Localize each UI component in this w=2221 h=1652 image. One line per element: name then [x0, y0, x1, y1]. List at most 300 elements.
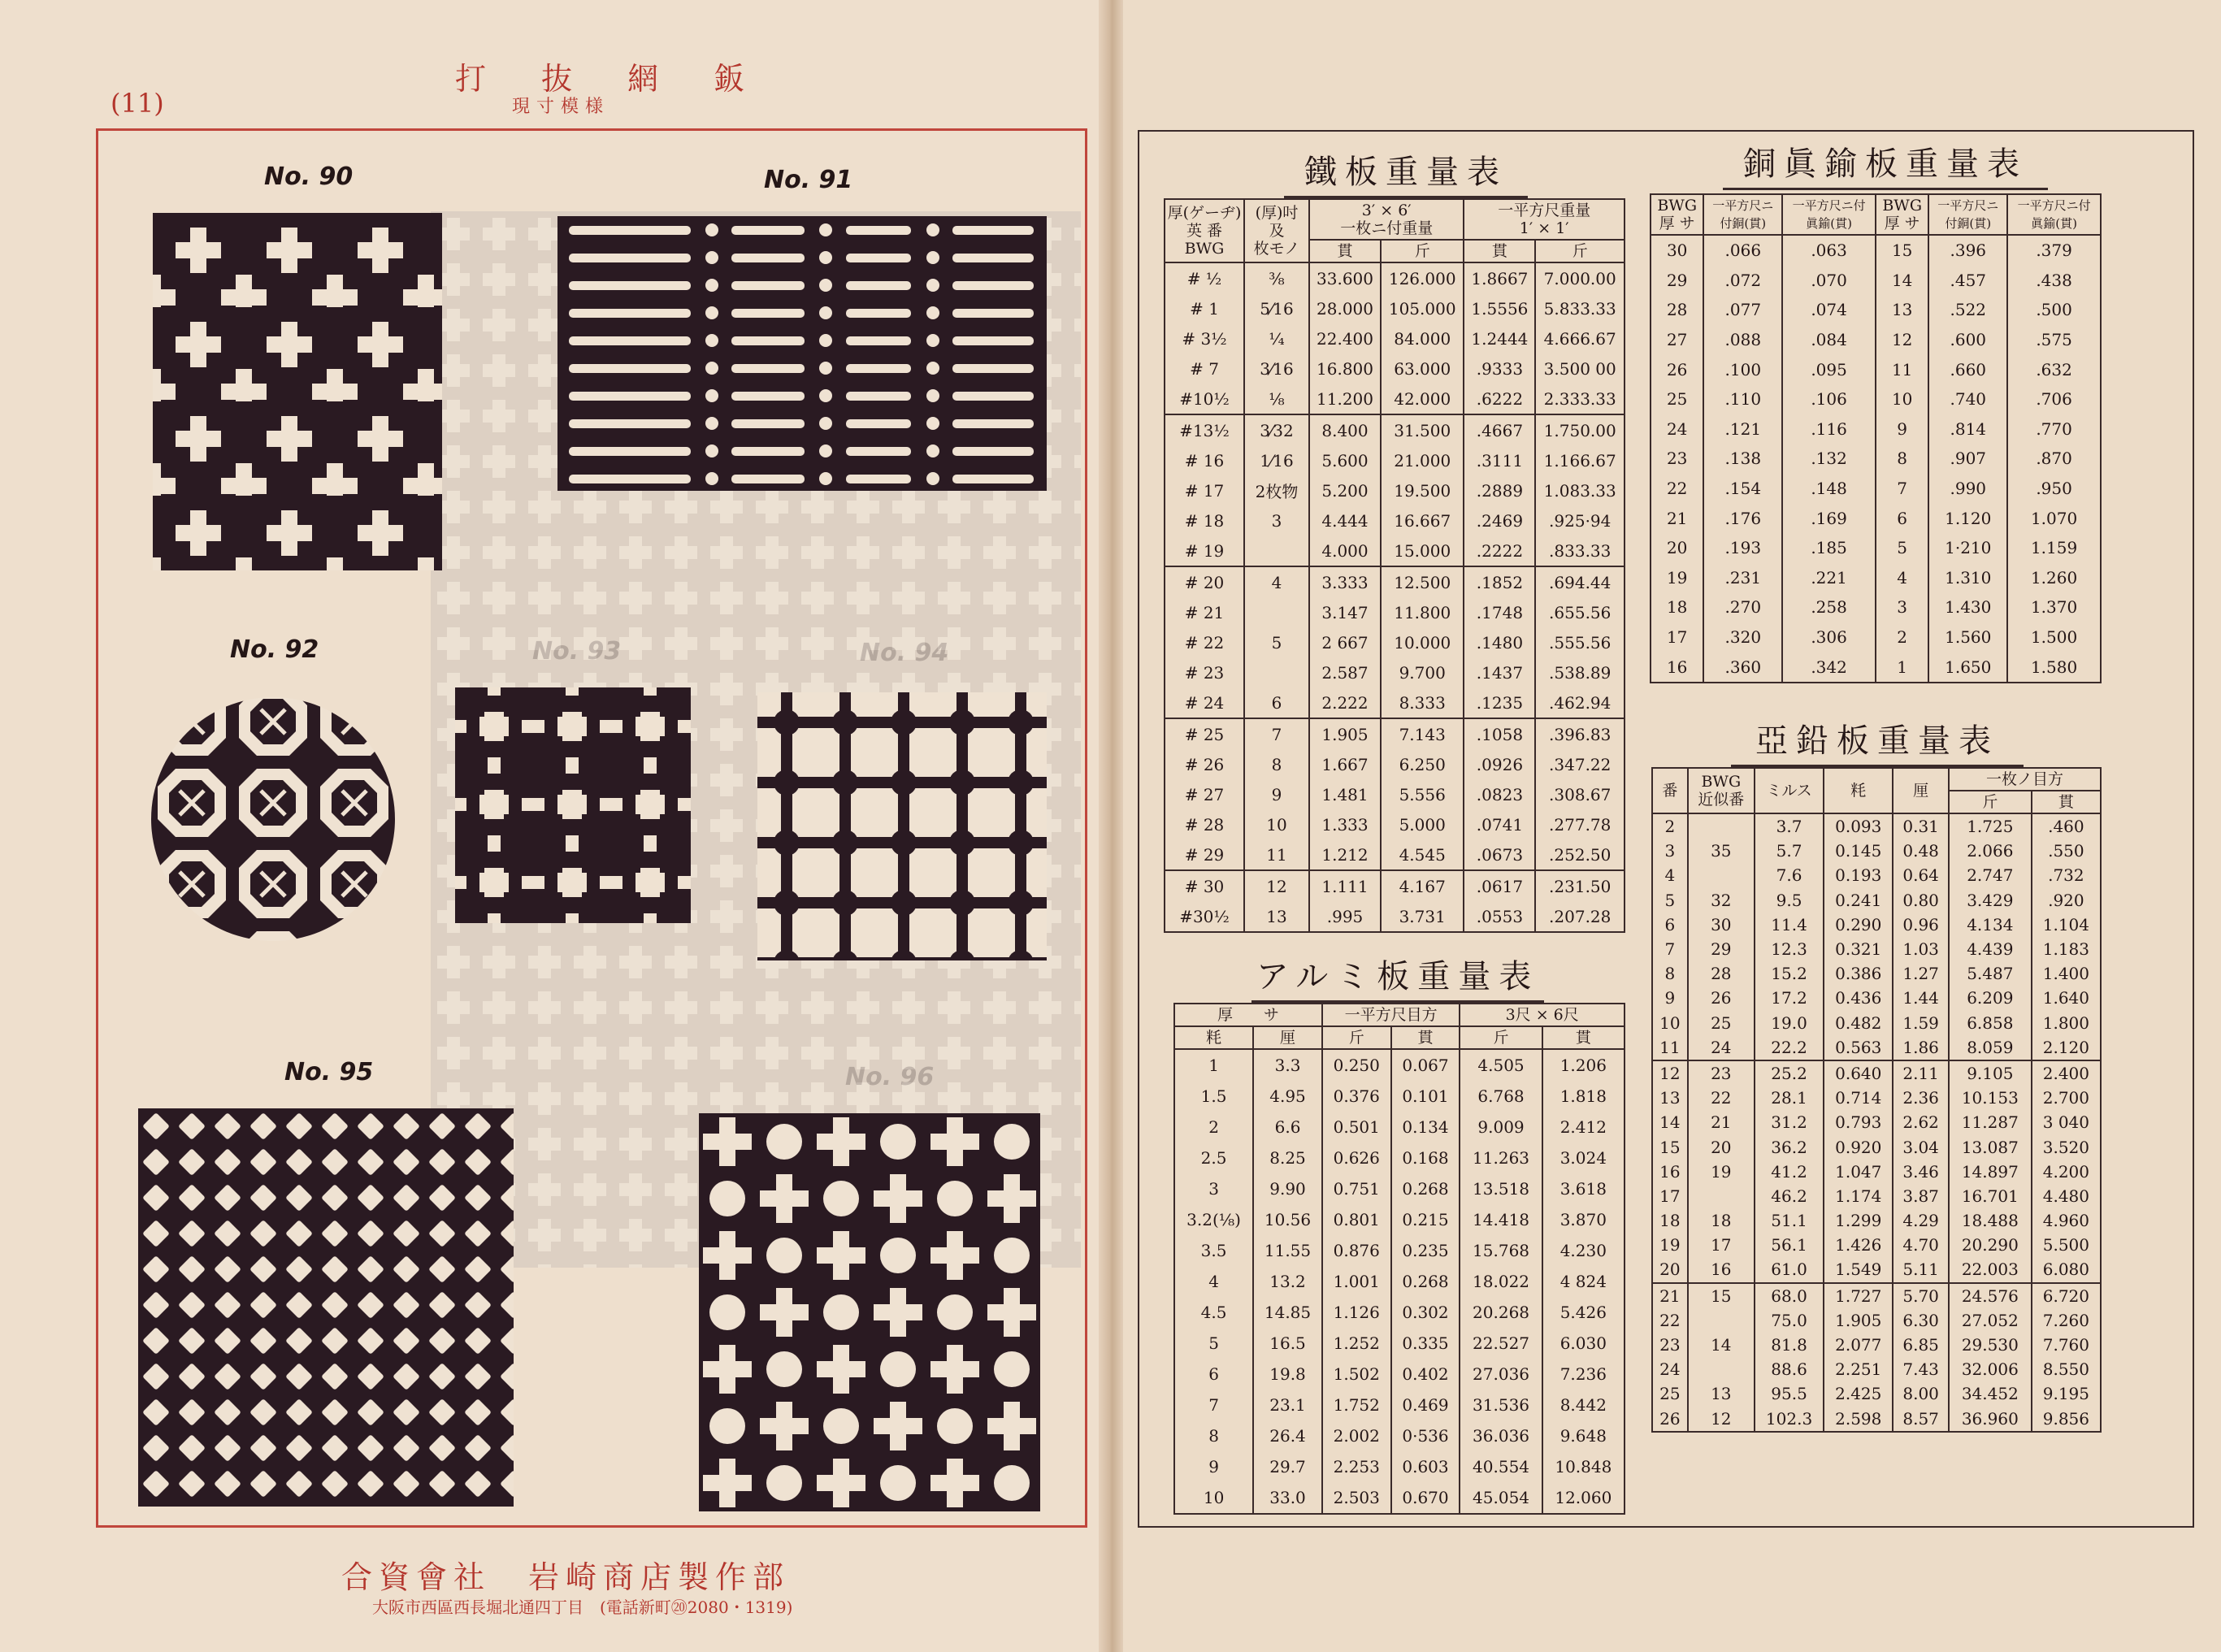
zinc-table-cell: 7.760: [2032, 1333, 2101, 1357]
alu-col-ri: 厘: [1253, 1026, 1322, 1049]
iron-table-cell: 19.500: [1381, 475, 1464, 505]
zinc-table-cell: 27.052: [1949, 1308, 2032, 1333]
iron-table-cell: #10½: [1165, 384, 1244, 414]
zinc-col-bwg: BWG 近似番: [1688, 768, 1755, 813]
iron-table-row: [1165, 870, 1625, 901]
page-subtitle: 現寸模様: [512, 97, 610, 117]
zinc-table-row: [1652, 1060, 2101, 1086]
aluminium-table-row: [1174, 1328, 1625, 1359]
copper-table-cell: 13: [1876, 295, 1928, 325]
aluminium-table-cell: 4: [1174, 1266, 1253, 1297]
iron-table-cell: 1.212: [1309, 839, 1381, 870]
iron-table-cell: #13½: [1165, 414, 1244, 445]
zinc-table-cell: 13: [1652, 1086, 1688, 1110]
aluminium-table-cell: 1: [1174, 1049, 1253, 1081]
copper-table-cell: .221: [1782, 563, 1876, 593]
zinc-table-row: [1652, 1233, 2101, 1257]
pattern-label-90: No. 90: [264, 163, 354, 191]
copper-table-cell: 4: [1876, 563, 1928, 593]
zinc-table-cell: 8.00: [1893, 1381, 1949, 1406]
aluminium-table-cell: 4.230: [1542, 1235, 1625, 1266]
iron-table-cell: 5.600: [1309, 445, 1381, 475]
alu-col-sheet: 3尺 × 6尺: [1460, 1004, 1625, 1026]
zinc-table-cell: 1.299: [1824, 1208, 1893, 1233]
zinc-table-cell: 2: [1652, 813, 1688, 839]
zinc-table-cell: 1.174: [1824, 1184, 1893, 1208]
copper-table-cell: 1.430: [1928, 592, 2007, 622]
iron-table-cell: 4.167: [1381, 870, 1464, 901]
zinc-table-cell: 13: [1688, 1381, 1755, 1406]
zinc-table-cell: 0.290: [1824, 913, 1893, 937]
footer-address: 大阪市西區西長堀北通四丁目 (電話新町⑳2080・1319): [372, 1598, 793, 1617]
zinc-weight-table: [1651, 767, 2102, 1433]
zinc-table-cell: 36.960: [1949, 1407, 2032, 1432]
zinc-table-cell: 7.43: [1893, 1357, 1949, 1381]
zinc-table-cell: 16: [1688, 1257, 1755, 1282]
zinc-table-cell: 8.059: [1949, 1035, 2032, 1060]
iron-table-cell: .538.89: [1535, 657, 1625, 687]
iron-table-cell: 9.700: [1381, 657, 1464, 687]
iron-table-cell: # ½: [1165, 262, 1244, 293]
zinc-table-cell: 19.0: [1755, 1011, 1824, 1035]
iron-table-row: [1165, 353, 1625, 384]
iron-col-kan2: 貫: [1464, 240, 1535, 262]
copper-table-cell: 28: [1651, 295, 1703, 325]
zinc-table-cell: 0.64: [1893, 863, 1949, 887]
copper-col-0: BWG 厚 サ: [1651, 194, 1703, 235]
zinc-col-ri: 厘: [1893, 768, 1949, 813]
aluminium-table-cell: 6.6: [1253, 1112, 1322, 1143]
copper-table-cell: 1·210: [1928, 533, 2007, 563]
iron-table-cell: # 28: [1165, 809, 1244, 839]
copper-table-cell: .084: [1782, 325, 1876, 355]
zinc-table-cell: 3 040: [2032, 1110, 2101, 1134]
copper-table-cell: .600: [1928, 325, 2007, 355]
copper-table-cell: 1.370: [2007, 592, 2101, 622]
aluminium-table-cell: 0.670: [1391, 1482, 1460, 1514]
zinc-col-kin: 斤: [1949, 791, 2032, 813]
iron-table-cell: 21.000: [1381, 445, 1464, 475]
iron-table-cell: 1.111: [1309, 870, 1381, 901]
zinc-table-cell: 21: [1688, 1110, 1755, 1134]
iron-table-cell: 11.200: [1309, 384, 1381, 414]
copper-table-cell: .066: [1703, 235, 1782, 266]
aluminium-table-cell: 18.022: [1460, 1266, 1542, 1297]
aluminium-table-cell: 2.412: [1542, 1112, 1625, 1143]
iron-table-cell: 16.667: [1381, 505, 1464, 535]
iron-table-row: [1165, 687, 1625, 718]
zinc-table-cell: 7.260: [2032, 1308, 2101, 1333]
aluminium-table-cell: 0.402: [1391, 1359, 1460, 1390]
iron-table-cell: .0741: [1464, 809, 1535, 839]
zinc-table-cell: 3.04: [1893, 1134, 1949, 1159]
aluminium-table-cell: 1.502: [1322, 1359, 1391, 1390]
zinc-table-cell: 16: [1652, 1160, 1688, 1184]
iron-table-cell: 7: [1244, 718, 1309, 749]
zinc-table-cell: 0.48: [1893, 839, 1949, 863]
copper-table-cell: 17: [1651, 622, 1703, 653]
copper-table-cell: 26: [1651, 354, 1703, 384]
iron-table-row: [1165, 657, 1625, 687]
iron-table-cell: ⅜: [1244, 262, 1309, 293]
zinc-table-cell: 5.487: [1949, 961, 2032, 986]
copper-table-cell: 1.159: [2007, 533, 2101, 563]
iron-table-cell: .0673: [1464, 839, 1535, 870]
aluminium-weight-table: [1173, 1003, 1625, 1515]
zinc-table-cell: 15: [1688, 1283, 1755, 1308]
aluminium-table-cell: 0.626: [1322, 1143, 1391, 1173]
zinc-table-cell: 6.720: [2032, 1283, 2101, 1308]
aluminium-table-cell: 4.5: [1174, 1297, 1253, 1328]
zinc-table-cell: 12.3: [1755, 937, 1824, 961]
pattern-label-92: No. 92: [230, 635, 319, 664]
iron-table-cell: 4.444: [1309, 505, 1381, 535]
iron-table-cell: 1.905: [1309, 718, 1381, 749]
zinc-table-cell: 29.530: [1949, 1333, 2032, 1357]
zinc-table-cell: 0.714: [1824, 1086, 1893, 1110]
iron-table-cell: 1.5556: [1464, 293, 1535, 323]
aluminium-table-cell: 6.768: [1460, 1081, 1542, 1112]
iron-table-cell: .995: [1309, 901, 1381, 932]
copper-table-row: [1651, 563, 2101, 593]
copper-table-cell: .100: [1703, 354, 1782, 384]
iron-table-cell: .252.50: [1535, 839, 1625, 870]
zinc-table-cell: 5: [1652, 888, 1688, 913]
zinc-table-row: [1652, 1035, 2101, 1060]
aluminium-table-cell: 11.55: [1253, 1235, 1322, 1266]
zinc-table-cell: 1.727: [1824, 1283, 1893, 1308]
zinc-table-cell: 30: [1688, 913, 1755, 937]
iron-col-thick: (厚)吋 及 枚モノ: [1244, 199, 1309, 262]
iron-table-cell: # 17: [1165, 475, 1244, 505]
copper-table-cell: .070: [1782, 266, 1876, 296]
zinc-table-cell: 18.488: [1949, 1208, 2032, 1233]
alu-col-kan2: 貫: [1542, 1026, 1625, 1049]
zinc-table-cell: 22: [1688, 1086, 1755, 1110]
zinc-table-cell: 31.2: [1755, 1110, 1824, 1134]
aluminium-table-cell: 22.527: [1460, 1328, 1542, 1359]
aluminium-table-cell: 12.060: [1542, 1482, 1625, 1514]
zinc-table-cell: .550: [2032, 839, 2101, 863]
page-title: 打 抜 網 鈑: [455, 61, 768, 97]
copper-col-2: 一平方尺ニ付 眞鍮(貫): [1782, 194, 1876, 235]
iron-table-cell: 84.000: [1381, 323, 1464, 353]
zinc-table-cell: 0.093: [1824, 813, 1893, 839]
iron-table-cell: # 27: [1165, 779, 1244, 809]
aluminium-table-cell: 0.876: [1322, 1235, 1391, 1266]
zinc-table-cell: 2.11: [1893, 1060, 1949, 1086]
zinc-table-cell: 6.209: [1949, 986, 2032, 1010]
copper-table-row: [1651, 235, 2101, 266]
zinc-table-cell: 28: [1688, 961, 1755, 986]
aluminium-table-cell: 4.505: [1460, 1049, 1542, 1081]
zinc-table-cell: 24: [1688, 1035, 1755, 1060]
zinc-table-cell: 4.134: [1949, 913, 2032, 937]
iron-table-cell: 1.481: [1309, 779, 1381, 809]
aluminium-table-cell: 3.618: [1542, 1173, 1625, 1204]
iron-table-cell: .396.83: [1535, 718, 1625, 749]
iron-table-cell: 12.500: [1381, 566, 1464, 597]
zinc-table-cell: 0.436: [1824, 986, 1893, 1010]
iron-table-cell: 63.000: [1381, 353, 1464, 384]
zinc-table-cell: 26: [1652, 1407, 1688, 1432]
zinc-table-cell: 11.287: [1949, 1110, 2032, 1134]
copper-table-cell: 9: [1876, 414, 1928, 444]
iron-table-cell: 3⁄32: [1244, 414, 1309, 445]
aluminium-title-text: アルミ板重量表: [1256, 958, 1540, 995]
copper-table-row: [1651, 474, 2101, 504]
iron-table-cell: # 7: [1165, 353, 1244, 384]
zinc-table-cell: 1.905: [1824, 1308, 1893, 1333]
iron-table-cell: .2222: [1464, 535, 1535, 566]
iron-table-cell: .833.33: [1535, 535, 1625, 566]
pattern-94-swatch: [757, 692, 1047, 960]
iron-weight-table: [1164, 198, 1625, 933]
zinc-table-row: [1652, 1333, 2101, 1357]
zinc-table-row: [1652, 1283, 2101, 1308]
pattern-label-91: No. 91: [764, 166, 853, 194]
aluminium-table-cell: 3.870: [1542, 1204, 1625, 1235]
iron-table-cell: .462.94: [1535, 687, 1625, 718]
zinc-table-cell: 10.153: [1949, 1086, 2032, 1110]
iron-table-cell: 5: [1244, 627, 1309, 657]
aluminium-table-row: [1174, 1235, 1625, 1266]
iron-table-cell: 28.000: [1309, 293, 1381, 323]
aluminium-table-row: [1174, 1482, 1625, 1514]
iron-table-cell: 6: [1244, 687, 1309, 718]
copper-table-cell: .185: [1782, 533, 1876, 563]
iron-table-cell: 9: [1244, 779, 1309, 809]
zinc-title-text: 亞鉛板重量表: [1755, 722, 1999, 760]
iron-table-cell: 10: [1244, 809, 1309, 839]
aluminium-table-cell: 5.426: [1542, 1297, 1625, 1328]
aluminium-table-cell: 0.335: [1391, 1328, 1460, 1359]
pattern-93-swatch: [455, 687, 691, 923]
aluminium-table-cell: 15.768: [1460, 1235, 1542, 1266]
aluminium-table-cell: 0.134: [1391, 1112, 1460, 1143]
zinc-table-cell: 2.251: [1824, 1357, 1893, 1381]
copper-header-row: [1651, 194, 2101, 235]
copper-table-cell: .116: [1782, 414, 1876, 444]
copper-table-cell: .457: [1928, 266, 2007, 296]
iron-table-row: [1165, 627, 1625, 657]
aluminium-table-cell: 9.90: [1253, 1173, 1322, 1204]
pattern-label-95: No. 95: [284, 1058, 374, 1086]
zinc-table-cell: 14: [1652, 1110, 1688, 1134]
zinc-table-cell: 0.145: [1824, 839, 1893, 863]
copper-col-3: BWG 厚 サ: [1876, 194, 1928, 235]
iron-table-cell: .6222: [1464, 384, 1535, 414]
iron-table-row: [1165, 505, 1625, 535]
aluminium-table-cell: 1.252: [1322, 1328, 1391, 1359]
copper-table-cell: .176: [1703, 503, 1782, 533]
aluminium-table-cell: 7: [1174, 1390, 1253, 1420]
zinc-table-cell: 3.46: [1893, 1160, 1949, 1184]
zinc-table-cell: 1.27: [1893, 961, 1949, 986]
copper-table-cell: 24: [1651, 414, 1703, 444]
iron-table-cell: 4.000: [1309, 535, 1381, 566]
aluminium-table-cell: 14.85: [1253, 1297, 1322, 1328]
zinc-col-mils: ミルス: [1755, 768, 1824, 813]
zinc-table-cell: 36.2: [1755, 1134, 1824, 1159]
copper-table-cell: 11: [1876, 354, 1928, 384]
iron-table-cell: 31.500: [1381, 414, 1464, 445]
zinc-table-cell: 2.425: [1824, 1381, 1893, 1406]
zinc-table-row: [1652, 1134, 2101, 1159]
copper-table-cell: .106: [1782, 384, 1876, 414]
iron-table-cell: 3.147: [1309, 597, 1381, 627]
zinc-table-cell: 1.047: [1824, 1160, 1893, 1184]
zinc-table-cell: 16.701: [1949, 1184, 2032, 1208]
iron-table-cell: 33.600: [1309, 262, 1381, 293]
aluminium-table-cell: 3.3: [1253, 1049, 1322, 1081]
zinc-table-cell: .460: [2032, 813, 2101, 839]
zinc-table-cell: 17.2: [1755, 986, 1824, 1010]
iron-table-cell: 8.333: [1381, 687, 1464, 718]
iron-table-cell: 3.500 00: [1535, 353, 1625, 384]
iron-table-cell: 11.800: [1381, 597, 1464, 627]
zinc-table-cell: 19: [1652, 1233, 1688, 1257]
zinc-table-cell: 102.3: [1755, 1407, 1824, 1432]
zinc-table-cell: 2.400: [2032, 1060, 2101, 1086]
zinc-table-row: [1652, 937, 2101, 961]
iron-table-cell: 2 667: [1309, 627, 1381, 657]
iron-table-row: [1165, 779, 1625, 809]
iron-table-cell: 1.8667: [1464, 262, 1535, 293]
aluminium-table-cell: 2.503: [1322, 1482, 1391, 1514]
zinc-table-cell: 9.195: [2032, 1381, 2101, 1406]
zinc-table-cell: 6.858: [1949, 1011, 2032, 1035]
aluminium-table-cell: 0.501: [1322, 1112, 1391, 1143]
aluminium-table-cell: 9.648: [1542, 1420, 1625, 1451]
iron-table-cell: 7.000.00: [1535, 262, 1625, 293]
copper-table-cell: 1.070: [2007, 503, 2101, 533]
copper-table-title: [1723, 138, 2048, 190]
iron-col-sqft: 一平方尺重量 1′ × 1′: [1464, 199, 1625, 240]
aluminium-table-cell: 2.002: [1322, 1420, 1391, 1451]
zinc-table-cell: [1688, 1357, 1755, 1381]
iron-table-cell: 5⁄16: [1244, 293, 1309, 323]
zinc-table-cell: 5.11: [1893, 1257, 1949, 1282]
iron-col-gauge: 厚(ゲーヂ) 英 番 BWG: [1165, 199, 1244, 262]
aluminium-table-cell: 0.067: [1391, 1049, 1460, 1081]
copper-table-row: [1651, 592, 2101, 622]
copper-table-cell: 19: [1651, 563, 1703, 593]
iron-table-cell: # 20: [1165, 566, 1244, 597]
zinc-table-cell: 3.7: [1755, 813, 1824, 839]
zinc-table-cell: 2.066: [1949, 839, 2032, 863]
zinc-table-cell: 23: [1688, 1060, 1755, 1086]
iron-table-body: [1165, 262, 1625, 932]
aluminium-table-cell: 1.5: [1174, 1081, 1253, 1112]
aluminium-table-cell: 11.263: [1460, 1143, 1542, 1173]
zinc-table-cell: 95.5: [1755, 1381, 1824, 1406]
zinc-table-cell: 17: [1688, 1233, 1755, 1257]
iron-table-cell: 2.333.33: [1535, 384, 1625, 414]
page-number: (11): [111, 88, 164, 119]
aluminium-table-cell: 0.215: [1391, 1204, 1460, 1235]
iron-table-cell: 7.143: [1381, 718, 1464, 749]
aluminium-table-row: [1174, 1081, 1625, 1112]
iron-table-cell: 5.000: [1381, 809, 1464, 839]
zinc-table-cell: 2.598: [1824, 1407, 1893, 1432]
zinc-table-row: [1652, 1407, 2101, 1432]
zinc-table-row: [1652, 1086, 2101, 1110]
aluminium-table-cell: 10.848: [1542, 1451, 1625, 1482]
copper-table-cell: .500: [2007, 295, 2101, 325]
zinc-table-cell: 21: [1652, 1283, 1688, 1308]
iron-table-cell: 42.000: [1381, 384, 1464, 414]
copper-table-cell: .132: [1782, 444, 1876, 474]
iron-table-cell: 3⁄16: [1244, 353, 1309, 384]
zinc-table-row: [1652, 1357, 2101, 1381]
iron-table-cell: 12: [1244, 870, 1309, 901]
iron-col-sheet: 3′ × 6′ 一枚ニ付重量: [1309, 199, 1464, 240]
aluminium-table-cell: 2: [1174, 1112, 1253, 1143]
iron-table-cell: .1235: [1464, 687, 1535, 718]
iron-table-title: [1284, 146, 1528, 198]
copper-table-cell: .990: [1928, 474, 2007, 504]
copper-table-cell: 1.260: [2007, 563, 2101, 593]
zinc-table-cell: 25: [1688, 1011, 1755, 1035]
alu-col-thick: 厚 サ: [1174, 1004, 1322, 1026]
zinc-table-cell: 19: [1688, 1160, 1755, 1184]
iron-table-cell: .0926: [1464, 749, 1535, 779]
aluminium-table-cell: 9: [1174, 1451, 1253, 1482]
aluminium-table-cell: 0.268: [1391, 1173, 1460, 1204]
zinc-table-cell: 2.747: [1949, 863, 2032, 887]
aluminium-table-cell: 1.001: [1322, 1266, 1391, 1297]
aluminium-table-cell: 13.2: [1253, 1266, 1322, 1297]
aluminium-table-cell: 6.030: [1542, 1328, 1625, 1359]
pattern-92-swatch: [151, 681, 395, 957]
aluminium-table-cell: 3.024: [1542, 1143, 1625, 1173]
pattern-90-swatch: [153, 213, 442, 570]
iron-table-cell: # 1: [1165, 293, 1244, 323]
aluminium-table-row: [1174, 1266, 1625, 1297]
aluminium-table-cell: 4.95: [1253, 1081, 1322, 1112]
copper-table-cell: 27: [1651, 325, 1703, 355]
zinc-table-cell: 18: [1688, 1208, 1755, 1233]
aluminium-table-cell: 1.126: [1322, 1297, 1391, 1328]
copper-table-cell: .138: [1703, 444, 1782, 474]
iron-col-kin2: 斤: [1535, 240, 1625, 262]
copper-table-cell: 8: [1876, 444, 1928, 474]
copper-table-cell: 21: [1651, 503, 1703, 533]
iron-table-cell: .3111: [1464, 445, 1535, 475]
iron-table-cell: 5.556: [1381, 779, 1464, 809]
iron-table-cell: .9333: [1464, 353, 1535, 384]
zinc-table-cell: 3.520: [2032, 1134, 2101, 1159]
iron-table-cell: .1437: [1464, 657, 1535, 687]
copper-table-cell: .193: [1703, 533, 1782, 563]
zinc-table-cell: 5.70: [1893, 1283, 1949, 1308]
iron-table-cell: .925·94: [1535, 505, 1625, 535]
zinc-table-row: [1652, 1110, 2101, 1134]
iron-table-cell: 6.250: [1381, 749, 1464, 779]
zinc-table-cell: 4.439: [1949, 937, 2032, 961]
alu-col-kin: 斤: [1322, 1026, 1391, 1049]
zinc-table-cell: 10: [1652, 1011, 1688, 1035]
copper-table-cell: 1.560: [1928, 622, 2007, 653]
aluminium-table-cell: 4 824: [1542, 1266, 1625, 1297]
zinc-table-cell: 1.725: [1949, 813, 2032, 839]
aluminium-table-row: [1174, 1420, 1625, 1451]
copper-table-row: [1651, 622, 2101, 653]
zinc-table-row: [1652, 1381, 2101, 1406]
zinc-table-cell: 9: [1652, 986, 1688, 1010]
aluminium-table-cell: 20.268: [1460, 1297, 1542, 1328]
